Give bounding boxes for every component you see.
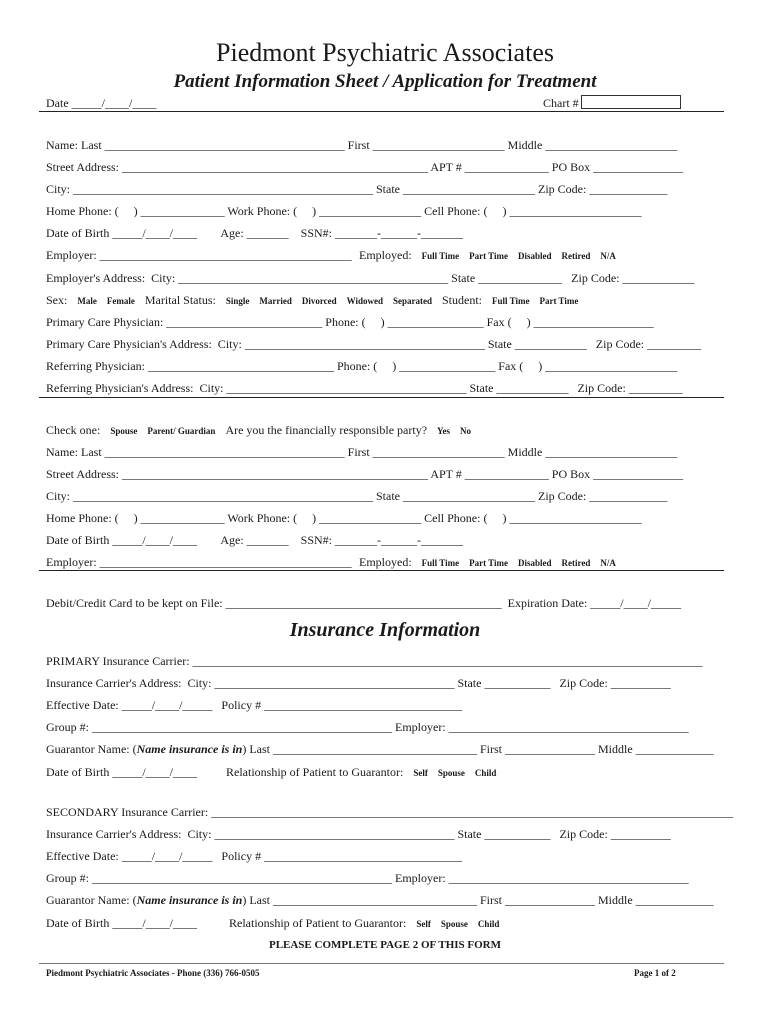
form-title: Patient Information Sheet / Application for Treatment xyxy=(173,71,597,92)
org-title: Piedmont Psychiatric Associates xyxy=(216,38,554,67)
option-male[interactable]: Male xyxy=(77,296,97,306)
employer-address-field[interactable]: Employer's Address: City: _____________________________________________ State ______________ Zip Code: ____________ xyxy=(46,271,695,285)
primary-guarantor-field[interactable] xyxy=(46,742,714,756)
option-na[interactable]: N/A xyxy=(600,558,616,568)
patient-employer-field[interactable]: Employer: __________________________________________ xyxy=(46,248,352,262)
guarantor-prefix: Guarantor Name: ( xyxy=(46,742,137,756)
option-self[interactable]: Self xyxy=(416,919,431,929)
demographics-row[interactable] xyxy=(46,293,578,308)
footer-page-number: Page 1 of 2 xyxy=(634,968,676,978)
secondary-group-field[interactable]: Group #: __________________________________________________ Employer: ________________________________________ xyxy=(46,871,689,885)
responsible-label: Are you the financially responsible party? xyxy=(225,423,428,437)
sex-label: Sex: xyxy=(46,293,68,307)
guardian-street-field[interactable]: Street Address: ___________________________________________________ APT # ______________ PO Box _______________ xyxy=(46,467,684,481)
secondary-address-field[interactable]: Insurance Carrier's Address: City: ________________________________________ State ___________ Zip Code: __________ xyxy=(46,827,671,841)
guardian-phone-field[interactable]: Home Phone: ( ) ______________ Work Phone: ( ) _________________ Cell Phone: ( ) ______________________ xyxy=(46,511,642,525)
footer-divider xyxy=(39,963,724,964)
option-self[interactable]: Self xyxy=(413,768,428,778)
primary-effective-field[interactable]: Effective Date: _____/____/_____ Policy # _________________________________ xyxy=(46,698,463,712)
guarantor-suffix: ) Last __________________________________ First _______________ Middle _____________ xyxy=(242,893,714,907)
option-spouse[interactable]: Spouse xyxy=(440,919,468,929)
chart-label: Chart # xyxy=(543,96,579,110)
primary-carrier-field[interactable]: PRIMARY Insurance Carrier: _____________________________________________________________________________________ xyxy=(46,654,703,668)
referring-physician-field[interactable]: Referring Physician: _______________________________ Phone: ( ) ________________ Fax ( ) ______________________ xyxy=(46,359,678,373)
guardian-city-field[interactable]: City: __________________________________________________ State ______________________ Zip Code: _____________ xyxy=(46,489,668,503)
guarantor-suffix: ) Last __________________________________ First _______________ Middle _____________ xyxy=(242,742,714,756)
student-label: Student: xyxy=(442,293,483,307)
option-separated[interactable]: Separated xyxy=(393,296,432,306)
patient-phone-field[interactable]: Home Phone: ( ) ______________ Work Phone: ( ) _________________ Cell Phone: ( ) ______________________ xyxy=(46,204,642,218)
relationship-label: Relationship of Patient to Guarantor: xyxy=(229,916,407,930)
option-spouse[interactable]: Spouse xyxy=(437,768,465,778)
option-child[interactable]: Child xyxy=(474,768,497,778)
card-on-file-field[interactable]: Debit/Credit Card to be kept on File: ______________________________________________ Expiration Date: _____/____/_____ xyxy=(46,596,681,610)
relationship-label: Relationship of Patient to Guarantor: xyxy=(226,765,404,779)
insurance-heading: Insurance Information xyxy=(289,619,481,641)
employed-label: Employed: xyxy=(359,555,412,569)
primary-group-field[interactable]: Group #: __________________________________________________ Employer: ________________________________________ xyxy=(46,720,689,734)
option-part-time[interactable]: Part Time xyxy=(469,251,509,261)
secondary-guarantor-field[interactable] xyxy=(46,893,714,907)
option-disabled[interactable]: Disabled xyxy=(518,251,552,261)
secondary-relationship-row[interactable] xyxy=(229,916,499,931)
option-single[interactable]: Single xyxy=(225,296,250,306)
option-full-time[interactable]: Full Time xyxy=(421,558,460,568)
relationship-check-row[interactable] xyxy=(46,423,471,438)
guarantor-emphasis: Name insurance is in xyxy=(136,742,243,756)
chart-number-field[interactable] xyxy=(543,95,681,110)
guarantor-prefix: Guarantor Name: ( xyxy=(46,893,137,907)
option-student-part-time[interactable]: Part Time xyxy=(539,296,579,306)
guardian-dob-field[interactable]: Date of Birth _____/____/____ Age: _______ SSN#: _______-______-_______ xyxy=(46,533,463,547)
patient-section-divider xyxy=(39,397,724,398)
marital-label: Marital Status: xyxy=(144,293,216,307)
patient-street-field[interactable]: Street Address: ___________________________________________________ APT # ______________ PO Box _______________ xyxy=(46,160,684,174)
option-spouse[interactable]: Spouse xyxy=(110,426,138,436)
option-female[interactable]: Female xyxy=(106,296,135,306)
option-retired[interactable]: Retired xyxy=(561,558,591,568)
guardian-name-field[interactable]: Name: Last ________________________________________ First ______________________ Middle ______________________ xyxy=(46,445,678,459)
patient-employed-status[interactable] xyxy=(359,248,616,263)
employed-label: Employed: xyxy=(359,248,412,262)
option-child[interactable]: Child xyxy=(477,919,500,929)
option-widowed[interactable]: Widowed xyxy=(346,296,383,306)
guardian-section-divider xyxy=(39,570,724,571)
option-married[interactable]: Married xyxy=(259,296,292,306)
guardian-employer-field[interactable]: Employer: __________________________________________ xyxy=(46,555,352,569)
patient-city-field[interactable]: City: __________________________________________________ State ______________________ Zip Code: _____________ xyxy=(46,182,668,196)
guardian-employed-status[interactable] xyxy=(359,555,616,570)
secondary-dob-field[interactable]: Date of Birth _____/____/____ xyxy=(46,916,197,930)
primary-relationship-row[interactable] xyxy=(226,765,496,780)
footer-contact: Piedmont Psychiatric Associates - Phone (336) 766-0505 xyxy=(46,968,260,978)
option-disabled[interactable]: Disabled xyxy=(518,558,552,568)
option-yes[interactable]: Yes xyxy=(437,426,451,436)
patient-dob-field[interactable]: Date of Birth _____/____/____ Age: _______ SSN#: _______-______-_______ xyxy=(46,226,463,240)
option-retired[interactable]: Retired xyxy=(561,251,591,261)
option-parent-guardian[interactable]: Parent/ Guardian xyxy=(147,426,216,436)
primary-address-field[interactable]: Insurance Carrier's Address: City: ________________________________________ State ___________ Zip Code: __________ xyxy=(46,676,671,690)
header-divider xyxy=(39,111,724,112)
secondary-carrier-field[interactable]: SECONDARY Insurance Carrier: _______________________________________________________________________________________ xyxy=(46,805,734,819)
complete-page-two-instruction: PLEASE COMPLETE PAGE 2 OF THIS FORM xyxy=(268,939,502,951)
pcp-field[interactable]: Primary Care Physician: __________________________ Phone: ( ) ________________ Fax ( ) ____________________ xyxy=(46,315,654,329)
option-no[interactable]: No xyxy=(460,426,472,436)
referring-address-field[interactable]: Referring Physician's Address: City: ________________________________________ State ____________ Zip Code: _________ xyxy=(46,381,683,395)
chart-number-box[interactable] xyxy=(581,95,681,109)
option-part-time[interactable]: Part Time xyxy=(469,558,509,568)
pcp-address-field[interactable]: Primary Care Physician's Address: City: ________________________________________ State ____________ Zip Code: _________ xyxy=(46,337,702,351)
secondary-effective-field[interactable]: Effective Date: _____/____/_____ Policy # _________________________________ xyxy=(46,849,463,863)
option-student-full-time[interactable]: Full Time xyxy=(492,296,530,306)
primary-dob-field[interactable]: Date of Birth _____/____/____ xyxy=(46,765,197,779)
option-na[interactable]: N/A xyxy=(600,251,616,261)
date-field[interactable]: Date _____/____/____ xyxy=(46,96,157,110)
option-divorced[interactable]: Divorced xyxy=(301,296,337,306)
guarantor-emphasis: Name insurance is in xyxy=(136,893,243,907)
check-one-label: Check one: xyxy=(46,423,101,437)
option-full-time[interactable]: Full Time xyxy=(421,251,460,261)
patient-name-field[interactable]: Name: Last ________________________________________ First ______________________ Middle ______________________ xyxy=(46,138,678,152)
